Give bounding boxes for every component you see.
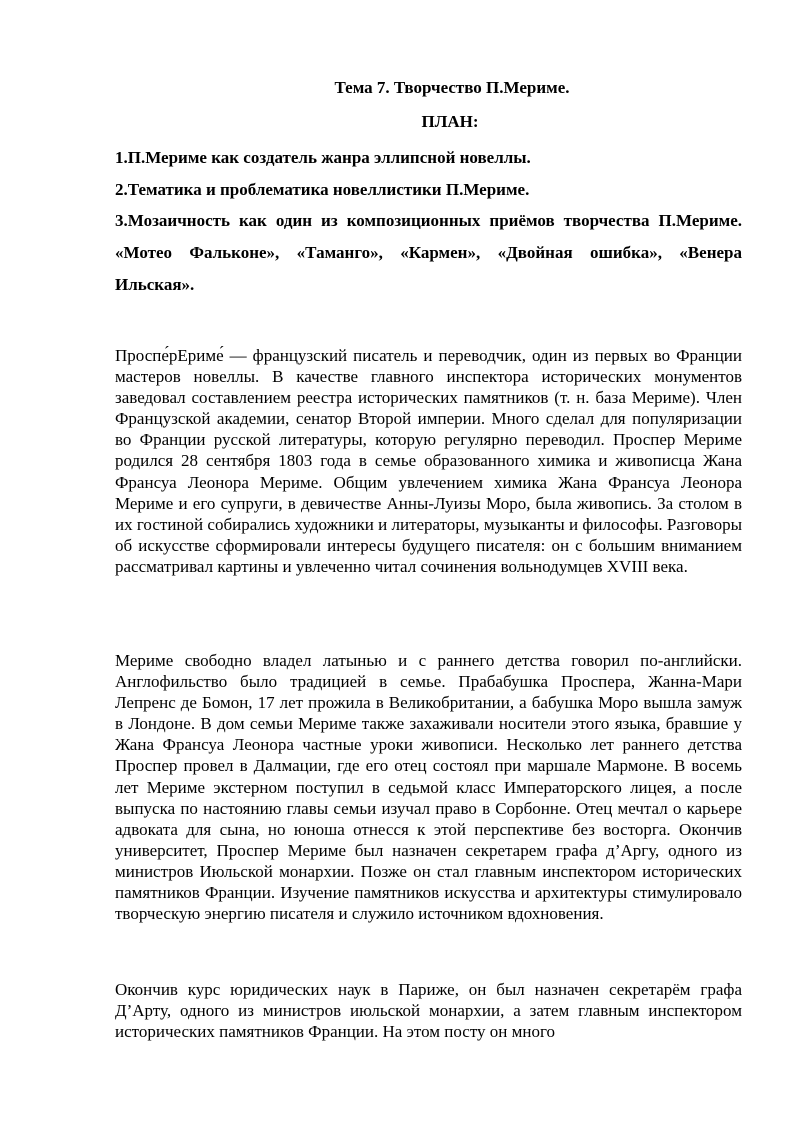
document-title: Тема 7. Творчество П.Мериме. [334,78,570,97]
paragraph-3-block [115,979,742,1042]
plan-item-2: 2.Тематика и проблематика новеллистики П.Мериме. [115,179,530,199]
paragraph-1-block [115,345,742,577]
paragraph-2-block [115,650,742,924]
plan-item-3: 3.Мозаичность как один из композиционных приёмов творчества П.Мериме. «Мотео Фальконе», «Таманго», «Кармен», «Двойная ошибка», «Венера Ильская». [115,211,742,294]
plan-heading: ПЛАН: [421,112,479,131]
paragraph-1: Проспе́рЕриме́ — французский писатель и переводчик, один из первых во Франции мастеров новеллы. В качестве главного инспектора исторических монументов заведовал составлением реестра исторических памятников (т. н. база Мериме). Член Французской академии, сенатор Второй империи. Много сделал для популяризации во Франции русской литературы, которую регулярно переводил. Проспер Мериме родился 28 сентября 1803 года в семье образованного химика и живописца Жана Франсуа Леонора Мериме. Общим увлечением химика Жана Франсуа Леонора Мериме и его супруги, в девичестве Анны-Луизы Моро, была живопись. За столом в их гостиной собирались художники и литераторы, музыканты и философы. Разговоры об искусстве сформировали интересы будущего писателя: он с большим вниманием рассматривал картины и увлеченно читал сочинения вольнодумцев XVIII века. [115,346,742,576]
paragraph-2: Мериме свободно владел латынью и с раннего детства говорил по-английски. Англофильство было традицией в семье. Прабабушка Проспера, Жанна-Мари Лепренс де Бомон, 17 лет прожила в Великобритании, а бабушка Моро вышла замуж в Лондоне. В дом семьи Мериме также захаживали носители этого языка, бравшие у Жана Франсуа Леонора частные уроки живописи. Несколько лет раннего детства Проспер провел в Далмации, где его отец состоял при маршале Мармоне. В восемь лет Мериме экстерном поступил в седьмой класс Императорского лицея, а после выпуска по настоянию главы семьи изучал право в Сорбонне. Отец мечтал о карьере адвоката для сына, но юноша отнесся к этой перспективе без восторга. Окончив университет, Проспер Мериме был назначен секретарем графа д’Аргу, одного из министров Июльской монархии. Позже он стал главным инспектором исторических памятников Франции. Изучение памятников искусства и архитектуры стимулировало творческую энергию писателя и служило источником вдохновения. [115,651,742,924]
plan-list [115,142,742,301]
plan-item-1: 1.П.Мериме как создатель жанра эллипсной новеллы. [115,148,531,167]
paragraph-3: Окончив курс юридических наук в Париже, он был назначен секретарём графа Д’Арту, одного из министров июльской монархии, а затем главным инспектором исторических памятников Франции. На этом посту он много [115,980,742,1042]
